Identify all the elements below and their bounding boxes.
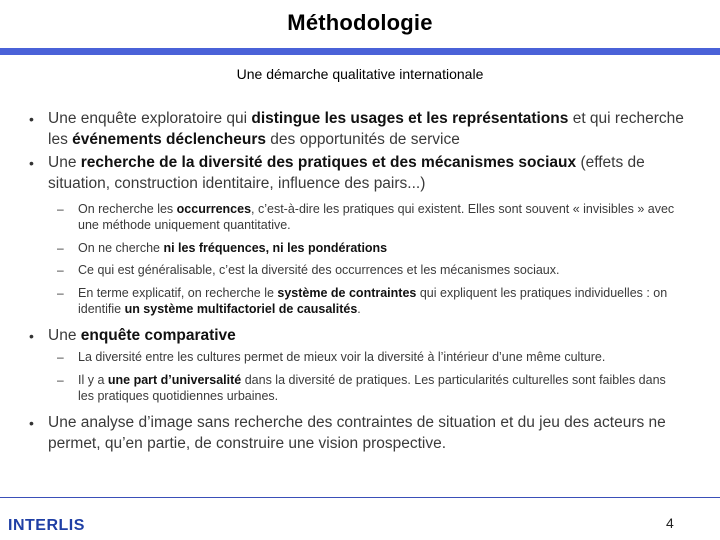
emphasis-text: ni les fréquences, ni les pondérations <box>163 241 388 255</box>
dash-marker: – <box>57 202 64 216</box>
body-text: Une analyse d’image sans recherche des contraintes de situation et du jeu des acteurs ne permet, qu’en partie, de construire une vision prospective. <box>48 414 666 452</box>
emphasis-text: une part d’universalité <box>107 373 242 387</box>
body-text: . <box>357 302 361 316</box>
body-text: La diversité entre les cultures permet de mieux voir la diversité à l’intérieur d’une même culture. <box>78 350 606 364</box>
bullet-item <box>48 108 698 150</box>
body-text: Une enquête exploratoire qui <box>48 110 252 127</box>
bullet-item <box>48 325 698 346</box>
body-text: Il y a <box>78 373 108 387</box>
body-text: Une <box>48 327 81 344</box>
sub-bullet-item <box>78 240 678 256</box>
body-text: En terme explicatif, on recherche le <box>78 286 278 300</box>
page-subtitle: Une démarche qualitative internationale <box>236 66 484 82</box>
sub-bullet-item <box>78 285 678 317</box>
page-title: Méthodologie <box>287 10 433 35</box>
page-number: 4 <box>666 515 674 531</box>
emphasis-text: système de contraintes <box>277 286 417 300</box>
sub-bullet-item <box>78 372 678 404</box>
emphasis-text: recherche de la diversité des pratiques et des mécanismes sociaux <box>80 154 577 171</box>
bullet-marker: • <box>29 328 34 344</box>
emphasis-text: occurrences <box>176 202 252 216</box>
dash-marker: – <box>57 263 64 277</box>
body-text: On recherche les <box>78 202 177 216</box>
interlis-logo: INTERLIS <box>8 517 85 534</box>
body-text: dans la diversité de pratiques. Les particularités culturelles sont faibles dans les pratiques quotidiennes urbaines. <box>78 373 666 403</box>
bullet-item <box>48 152 698 194</box>
dash-marker: – <box>57 241 64 255</box>
dash-marker: – <box>57 350 64 364</box>
emphasis-text: un système multifactoriel de causalités <box>124 302 358 316</box>
body-text: des opportunités de service <box>265 131 460 148</box>
emphasis-text: enquête comparative <box>80 327 236 344</box>
dash-marker: – <box>57 373 64 387</box>
body-text: , c’est-à-dire les pratiques qui existent. Elles sont souvent « invisibles » avec une méthode uniquement quantitative. <box>78 202 675 232</box>
body-text: On ne cherche <box>78 241 164 255</box>
bullet-item <box>48 412 698 454</box>
bullet-marker: • <box>29 111 34 127</box>
body-text: Ce qui est généralisable, c’est la diversité des occurrences et les mécanismes sociaux. <box>78 263 560 277</box>
bullet-marker: • <box>29 415 34 431</box>
title-divider <box>0 48 720 55</box>
body-text: qui expliquent les pratiques individuelles : on identifie <box>78 286 668 316</box>
dash-marker: – <box>57 286 64 300</box>
footer-divider <box>0 497 720 498</box>
bullet-marker: • <box>29 155 34 171</box>
emphasis-text: distingue les usages et les représentations <box>251 110 569 127</box>
sub-bullet-item <box>78 262 678 278</box>
body-text: (effets de situation, construction identitaire, influence des pairs...) <box>48 154 645 192</box>
sub-bullet-item <box>78 201 678 233</box>
body-text: et qui recherche les <box>48 110 684 148</box>
sub-bullet-item <box>78 349 678 365</box>
emphasis-text: événements déclencheurs <box>72 131 266 148</box>
body-text: Une <box>48 154 81 171</box>
